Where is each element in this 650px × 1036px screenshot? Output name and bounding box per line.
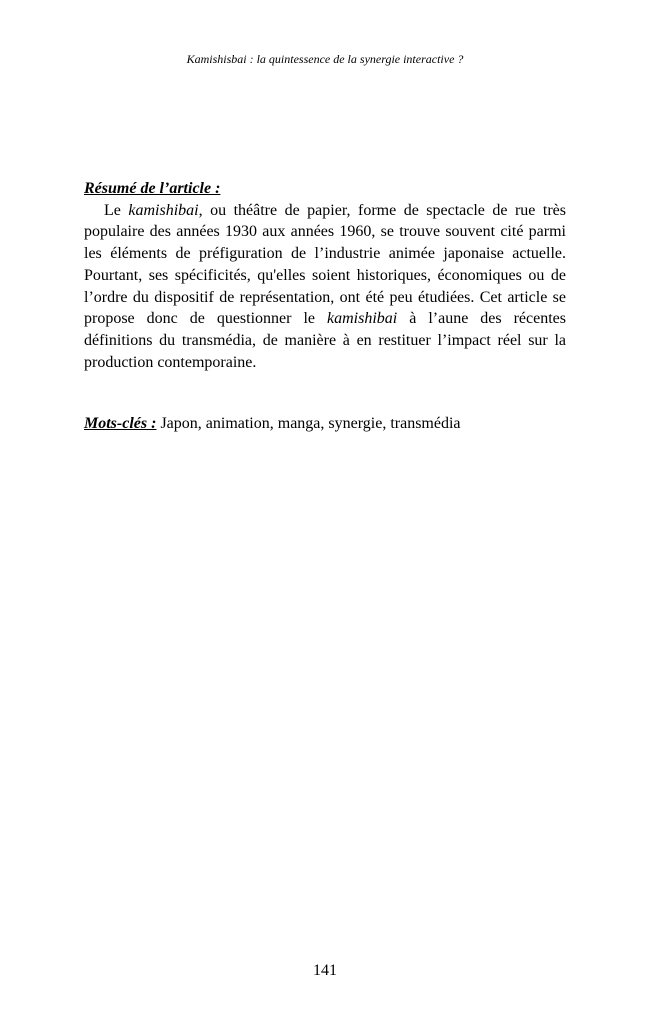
running-header: Kamishisbai : la quintessence de la synergie interactive ? (186, 52, 464, 66)
keywords-values: Japon, animation, manga, synergie, transmédia (160, 415, 461, 432)
abstract-term-kamishibai: kamishibai (327, 310, 398, 328)
abstract-text-3: à l’aune des récentes définitions du transmédia, de manière à en restituer l’impact réel sur la production contemporaine. (84, 310, 567, 371)
abstract-body (84, 200, 566, 374)
abstract-section (84, 178, 566, 373)
abstract-heading: Résumé de l’article : (84, 180, 221, 197)
keywords-label: Mots-clés : (84, 415, 157, 432)
abstract-text-1: Le (104, 201, 129, 219)
abstract-text-2: , ou théâtre de papier, forme de spectacle de rue très populaire des années 1930 aux années 1960, se trouve souvent cité parmi les éléments de préfiguration de l’industrie animée japonaise actuelle. Pourtant, ses spécificités, qu'elles soient historiques, économiques ou de l’ordre du dispositif de représentation, ont été peu étudiées. Cet article se propose donc de questionner le (84, 201, 567, 328)
abstract-term-kamishibai: kamishibai (128, 201, 199, 219)
page-number: 141 (313, 962, 337, 979)
keywords-section (84, 413, 566, 435)
